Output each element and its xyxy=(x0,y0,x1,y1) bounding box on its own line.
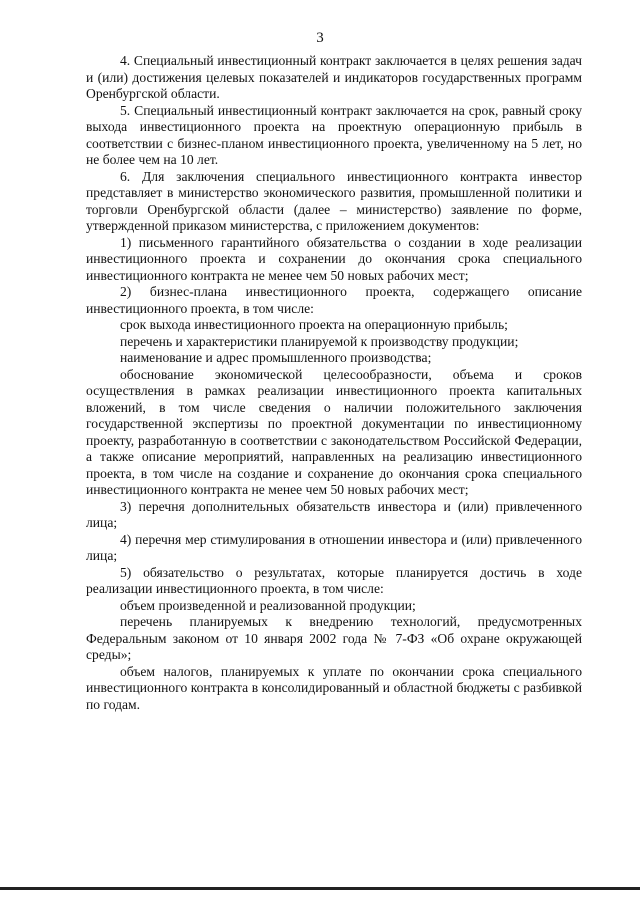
paragraph-item-4: 4. Специальный инвестиционный контракт заключается в целях решения задач и (или) достижения целевых показателей и индикаторов государственных программ Оренбургской области. xyxy=(86,53,582,101)
bottom-rule xyxy=(0,887,640,890)
business-plan-line-profit-term: срок выхода инвестиционного проекта на операционную прибыль; xyxy=(120,317,508,332)
results-line-production-volume: объем произведенной и реализованной продукции; xyxy=(120,597,416,613)
subitem-4-incentive-measures: 4) перечня мер стимулирования в отношении инвестора и (или) привлеченного лица; xyxy=(86,531,582,563)
business-plan-line-justification: обоснование экономической целесообразности, объема и сроков осуществления в рамках реализации инвестиционного проекта капитальных вложений, в том числе сведения о наличии положительного заключения государственной экспертизы по проектной документации по инвестиционному проекту, разработанную в соответствии с законодательством Российской Федерации, а также описание мероприятий, направленных на реализацию инвестиционного проекта, в том числе на создание и сохранение до окончания срока специального инвестиционного контракта не менее чем 50 новых рабочих мест; xyxy=(86,366,582,497)
business-plan-line-products: перечень и характеристики планируемой к производству продукции; xyxy=(120,333,519,349)
subitem-3-additional-obligations: 3) перечня дополнительных обязательств инвестора и (или) привлеченного лица; xyxy=(86,498,582,530)
subitem-5-results-obligation: 5) обязательство о результатах, которые планируется достичь в ходе реализации инвестиционного проекта, в том числе: xyxy=(86,564,582,596)
results-line-technologies: перечень планируемых к внедрению технологий, предусмотренных Федеральным законом от 10 января 2002 года № 7-ФЗ «Об охране окружающей среды»; xyxy=(86,614,582,662)
paragraph-item-6: 6. Для заключения специального инвестиционного контракта инвестор представляет в министерство экономического развития, промышленной политики и торговли Оренбургской области (далее – министерство) заявление по форме, утвержденной приказом министерства, с приложением документов: xyxy=(86,168,582,233)
paragraph-item-5: 5. Специальный инвестиционный контракт заключается на срок, равный сроку выхода инвестиционного проекта на проектную операционную прибыль в соответствии с бизнес-планом инвестиционного проекта, увеличенному на 5 лет, но не более чем на 10 лет. xyxy=(86,102,582,167)
subitem-1-guarantee: 1) письменного гарантийного обязательства о создании в ходе реализации инвестиционного проекта и сохранении до окончания срока специального инвестиционного контракта не менее чем 50 новых рабочих мест; xyxy=(86,234,582,283)
results-line-taxes: объем налогов, планируемых к уплате по окончании срока специального инвестиционного контракта в консолидированный и областной бюджеты с разбивкой по годам. xyxy=(86,663,582,712)
subitem-2-business-plan: 2) бизнес-плана инвестиционного проекта, содержащего описание инвестиционного проекта, в том числе: xyxy=(86,284,582,316)
document-body xyxy=(86,53,582,713)
page-number: 3 xyxy=(316,30,324,46)
business-plan-line-production-address: наименование и адрес промышленного производства; xyxy=(120,350,432,365)
